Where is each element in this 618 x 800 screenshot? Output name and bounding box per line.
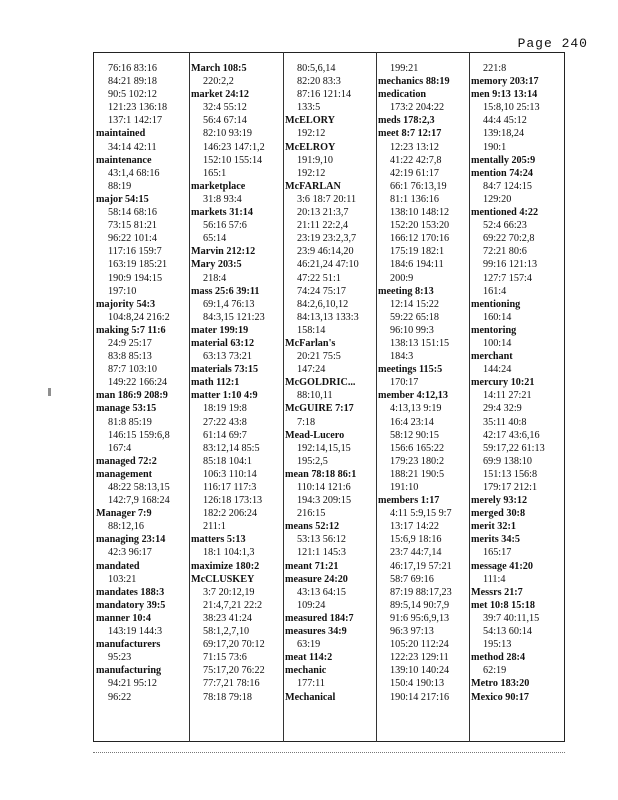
index-term: meetings 115:5 [378,364,443,376]
index-reference: 158:14 [297,324,326,336]
index-term: means 52:12 [285,521,340,533]
index-reference: 18:1 104:1,3 [203,547,255,559]
index-reference: 190:14 217:16 [390,691,450,703]
index-term: merits 34:5 [471,534,520,546]
index-reference: 110:14 121:6 [297,482,351,493]
index-reference: 58:12 90:15 [390,429,439,441]
index-reference: 156:6 165:22 [390,442,445,454]
index-term: meds 178:2,3 [378,115,435,127]
index-term: mentoring [471,324,517,336]
index-reference: 175:19 182:1 [390,246,445,258]
index-reference: 152:10 155:14 [203,154,263,166]
index-reference: 179:17 212:1 [483,482,538,493]
index-column-4 [378,62,474,704]
index-term: Mechanical [285,691,336,703]
index-reference: 32:4 55:12 [203,102,247,114]
index-column-1 [96,62,192,704]
index-reference: 82:20 83:3 [297,76,341,88]
index-reference: 61:14 69:7 [203,429,247,441]
index-term: medication [378,89,427,101]
index-term: market 24:12 [191,89,249,101]
index-term: McGOLDRIC... [285,377,356,389]
index-reference: 84:7 124:15 [483,180,532,192]
index-reference: 191:9,10 [297,154,333,166]
index-reference: 104:8,24 216:2 [108,311,170,323]
index-reference: 21:11 22:2,4 [297,220,349,232]
index-reference: 35:11 40:8 [483,416,527,428]
index-column-2 [191,62,287,704]
index-reference: 75:17,20 76:22 [203,665,265,677]
index-reference: 96:10 99:3 [390,324,434,336]
index-term: management [96,468,153,480]
index-term: meeting 8:13 [378,285,434,297]
index-reference: 150:4 190:13 [390,678,445,690]
index-term: mention 74:24 [471,167,533,179]
page-number: Page 240 [517,36,588,51]
index-reference: 31:8 93:4 [203,193,242,205]
index-reference: 218:4 [203,272,227,284]
index-term: material 63:12 [191,337,255,349]
index-term: merged 30:8 [471,508,526,520]
index-term: measures 34:9 [285,626,347,638]
index-reference: 194:3 209:15 [297,495,352,507]
index-reference: 54:13 60:14 [483,626,532,638]
index-term: mentally 205:9 [471,154,536,166]
index-reference: 163:19 185:21 [108,259,168,271]
index-reference: 182:2 206:24 [203,508,258,520]
index-reference: 69:9 138:10 [483,455,532,467]
index-reference: 160:14 [483,311,512,323]
index-reference: 12:14 15:22 [390,298,439,310]
index-reference: 138:13 151:15 [390,337,450,349]
index-term: method 28:4 [471,652,526,664]
index-reference: 188:21 190:5 [390,468,445,480]
index-reference: 167:4 [108,442,132,454]
index-reference: 90:5 102:12 [108,89,157,101]
footer-rule [93,752,565,753]
index-reference: 38:23 41:24 [203,612,252,624]
index-reference: 23:19 23:2,3,7 [297,233,357,245]
index-term: math 112:1 [191,377,240,389]
index-reference: 191:10 [390,482,419,493]
index-term: members 1:17 [378,495,440,507]
index-reference: 12:23 13:12 [390,141,439,153]
index-column-3 [285,62,381,704]
index-reference: 72:21 80:6 [483,246,527,258]
index-reference: 195:2,5 [297,455,328,467]
index-term: managed 72:2 [96,455,157,467]
index-reference: 7:18 [297,416,316,428]
index-term: Mary 203:5 [191,259,242,271]
index-term: meat 114:2 [285,652,333,664]
index-term: major 54:15 [96,193,149,205]
index-reference: 139:10 140:24 [390,665,450,677]
index-reference: 91:6 95:6,9,13 [390,612,450,624]
index-reference: 192:14,15,15 [297,442,351,454]
index-term: manufacturers [96,639,161,651]
index-term: mandatory 39:5 [96,599,166,611]
index-reference: 221:8 [483,63,507,74]
index-term: McCLUSKEY [191,573,255,585]
index-reference: 83:12,14 85:5 [203,442,260,454]
index-reference: 82:10 93:19 [203,128,252,140]
index-term: matter 1:10 4:9 [191,390,258,402]
index-reference: 77:7,21 78:16 [203,678,260,690]
index-reference: 161:4 [483,285,507,297]
index-term: mechanics 88:19 [378,76,450,88]
index-reference: 129:20 [483,193,512,205]
index-reference: 74:24 75:17 [297,285,346,297]
index-term: managing 23:14 [96,534,166,546]
index-reference: 211:1 [203,521,226,533]
index-reference: 146:15 159:6,8 [108,429,170,441]
index-term: maintained [96,128,146,140]
index-reference: 59:17,22 61:13 [483,442,545,454]
index-reference: 199:21 [390,63,419,74]
index-term: message 41:20 [471,560,533,572]
index-term: Marvin 212:12 [191,246,256,258]
index-reference: 63:13 73:21 [203,351,252,363]
index-reference: 58:1,2,7,10 [203,626,250,638]
index-term: manage 53:15 [96,403,157,415]
index-reference: 62:19 [483,665,507,677]
scan-mark [48,388,51,396]
index-reference: 165:17 [483,547,512,559]
index-reference: 29:4 32:9 [483,403,522,415]
index-reference: 96:3 97:13 [390,626,434,638]
index-reference: 14:11 27:21 [483,390,532,402]
index-term: mandates 188:3 [96,586,165,598]
index-reference: 144:24 [483,364,512,376]
index-reference: 149:22 166:24 [108,377,168,389]
index-reference: 66:1 76:13,19 [390,180,447,192]
index-reference: 83:8 85:13 [108,351,152,363]
index-reference: 192:12 [297,167,326,179]
index-reference: 43:13 64:15 [297,586,346,598]
index-term: McGUIRE 7:17 [285,403,354,415]
index-reference: 105:20 112:24 [390,639,449,651]
index-term: mater 199:19 [191,324,249,336]
index-reference: 200:9 [390,272,414,284]
index-reference: 146:23 147:1,2 [203,141,265,153]
index-term: merchant [471,351,513,363]
index-term: making 5:7 11:6 [96,324,166,336]
index-reference: 122:23 129:11 [390,652,449,664]
index-reference: 127:7 157:4 [483,272,532,284]
index-reference: 94:21 95:12 [108,678,157,690]
index-reference: 58:7 69:16 [390,573,434,585]
index-term: Mead-Lucero [285,429,345,441]
index-reference: 87:19 88:17,23 [390,586,452,598]
index-reference: 88:10,11 [297,390,333,402]
index-reference: 179:23 180:2 [390,455,445,467]
index-term: men 9:13 13:14 [471,89,538,101]
index-term: marketplace [191,180,246,192]
index-reference: 24:9 25:17 [108,337,152,349]
index-term: manufacturing [96,665,162,677]
index-reference: 197:10 [108,285,137,297]
index-reference: 165:1 [203,167,227,179]
index-term: McELORY [285,115,336,127]
index-reference: 88:12,16 [108,521,144,533]
index-reference: 184:3 [390,351,414,363]
index-term: met 10:8 15:18 [471,599,535,611]
index-term: March 108:5 [191,63,247,74]
index-reference: 81:8 85:19 [108,416,152,428]
index-reference: 84:2,6,10,12 [297,298,349,310]
index-reference: 59:22 65:18 [390,311,439,323]
index-reference: 80:5,6,14 [297,63,336,74]
index-reference: 103:21 [108,573,137,585]
index-term: mentioning [471,298,521,310]
index-reference: 20:21 75:5 [297,351,341,363]
index-reference: 65:14 [203,233,227,245]
index-reference: 142:7,9 168:24 [108,495,170,507]
index-term: memory 203:17 [471,76,539,88]
index-reference: 15:6,9 18:16 [390,534,442,546]
index-reference: 73:15 81:21 [108,220,157,232]
index-reference: 15:8,10 25:13 [483,102,540,114]
index-reference: 34:14 42:11 [108,141,157,153]
index-reference: 58:14 68:16 [108,207,157,219]
index-term: McFARLAN [285,180,341,192]
index-reference: 42:19 61:17 [390,167,439,179]
index-reference: 85:18 104:1 [203,455,252,467]
index-reference: 192:12 [297,128,326,140]
index-term: maintenance [96,154,152,166]
index-reference: 121:1 145:3 [297,547,346,559]
index-reference: 109:24 [297,599,326,611]
index-reference: 133:5 [297,102,321,114]
index-reference: 152:20 153:20 [390,220,450,232]
index-reference: 4:13,13 9:19 [390,403,442,415]
index-reference: 139:18,24 [483,128,525,140]
index-reference: 96:22 101:4 [108,233,157,245]
index-reference: 84:13,13 133:3 [297,311,359,323]
index-term: majority 54:3 [96,298,156,310]
index-reference: 96:22 [108,691,132,703]
index-reference: 78:18 79:18 [203,691,252,703]
index-reference: 41:22 42:7,8 [390,154,442,166]
index-reference: 63:19 [297,639,321,651]
index-reference: 117:16 159:7 [108,246,162,258]
index-term: materials 73:15 [191,364,259,376]
index-term: manner 10:4 [96,612,151,624]
index-reference: 190:9 194:15 [108,272,163,284]
index-term: merit 32:1 [471,521,516,533]
index-reference: 147:24 [297,364,326,376]
index-reference: 76:16 83:16 [108,63,157,74]
index-reference: 95:23 [108,652,132,664]
index-term: meant 71:21 [285,560,339,572]
index-term: mass 25:6 39:11 [191,285,260,297]
index-reference: 87:7 103:10 [108,364,157,376]
index-term: Mexico 90:17 [471,691,529,703]
index-reference: 126:18 173:13 [203,495,263,507]
index-reference: 42:17 43:6,16 [483,429,540,441]
index-reference: 46:21,24 47:10 [297,259,359,271]
index-term: Manager 7:9 [96,508,152,520]
index-reference: 106:3 110:14 [203,468,257,480]
index-reference: 69:1,4 76:13 [203,298,255,310]
index-reference: 216:15 [297,508,326,520]
index-term: maximize 180:2 [191,560,260,572]
index-reference: 13:17 14:22 [390,521,439,533]
index-reference: 16:4 23:14 [390,416,434,428]
index-reference: 56:4 67:14 [203,115,247,127]
index-reference: 111:4 [483,573,506,585]
index-term: merely 93:12 [471,495,528,507]
index-term: mandated [96,560,140,572]
index-reference: 116:17 117:3 [203,482,257,493]
index-reference: 42:3 96:17 [108,547,152,559]
index-reference: 173:2 204:22 [390,102,445,114]
index-term: measure 24:20 [285,573,348,585]
index-reference: 47:22 51:1 [297,272,341,284]
index-reference: 190:1 [483,141,507,153]
index-term: McFarlan's [285,337,336,349]
index-term: man 186:9 208:9 [96,390,168,402]
index-reference: 220:2,2 [203,76,234,88]
index-reference: 151:13 156:8 [483,468,538,480]
index-term: member 4:12,13 [378,390,448,402]
index-reference: 39:7 40:11,15 [483,612,540,624]
index-reference: 48:22 58:13,15 [108,482,170,493]
index-term: matters 5:13 [191,534,246,546]
index-reference: 44:4 45:12 [483,115,527,127]
index-reference: 69:22 70:2,8 [483,233,535,245]
index-term: Metro 183:20 [471,678,530,690]
index-column-5 [471,62,567,704]
index-reference: 23:7 44:7,14 [390,547,442,559]
index-term: mentioned 4:22 [471,207,539,219]
index-reference: 137:1 142:17 [108,115,163,127]
index-reference: 170:17 [390,377,419,389]
index-reference: 166:12 170:16 [390,233,450,245]
index-reference: 21:4,7,21 22:2 [203,599,263,611]
index-reference: 143:19 144:3 [108,626,163,638]
index-reference: 52:4 66:23 [483,220,527,232]
index-reference: 84:3,15 121:23 [203,311,265,323]
index-reference: 4:11 5:9,15 9:7 [390,508,452,520]
index-term: markets 31:14 [191,207,253,219]
index-reference: 81:1 136:16 [390,193,439,205]
index-reference: 3:6 18:7 20:11 [297,193,357,205]
index-reference: 56:16 57:6 [203,220,247,232]
index-term: mercury 10:21 [471,377,535,389]
index-reference: 87:16 121:14 [297,89,352,101]
index-reference: 20:13 21:3,7 [297,207,349,219]
index-term: measured 184:7 [285,612,354,624]
index-reference: 138:10 148:12 [390,207,450,219]
index-reference: 43:1,4 68:16 [108,167,160,179]
index-term: meet 8:7 12:17 [378,128,442,140]
index-term: mechanic [285,665,327,677]
index-reference: 27:22 43:8 [203,416,247,428]
index-reference: 3:7 20:12,19 [203,586,255,598]
index-term: McELROY [285,141,336,153]
index-reference: 100:14 [483,337,512,349]
index-term: mean 78:18 86:1 [285,468,357,480]
index-reference: 89:5,14 90:7,9 [390,599,450,611]
index-reference: 88:19 [108,180,132,192]
index-reference: 69:17,20 70:12 [203,639,265,651]
index-reference: 18:19 19:8 [203,403,247,415]
index-reference: 71:15 73:6 [203,652,247,664]
index-reference: 84:21 89:18 [108,76,157,88]
index-reference: 121:23 136:18 [108,102,168,114]
index-reference: 177:11 [297,678,325,690]
index-reference: 46:17,19 57:21 [390,560,452,572]
index-reference: 184:6 194:11 [390,259,444,271]
index-reference: 23:9 46:14,20 [297,246,354,258]
index-term: Messrs 21:7 [471,586,523,598]
index-reference: 53:13 56:12 [297,534,346,546]
index-reference: 195:13 [483,639,512,651]
index-reference: 99:16 121:13 [483,259,538,271]
